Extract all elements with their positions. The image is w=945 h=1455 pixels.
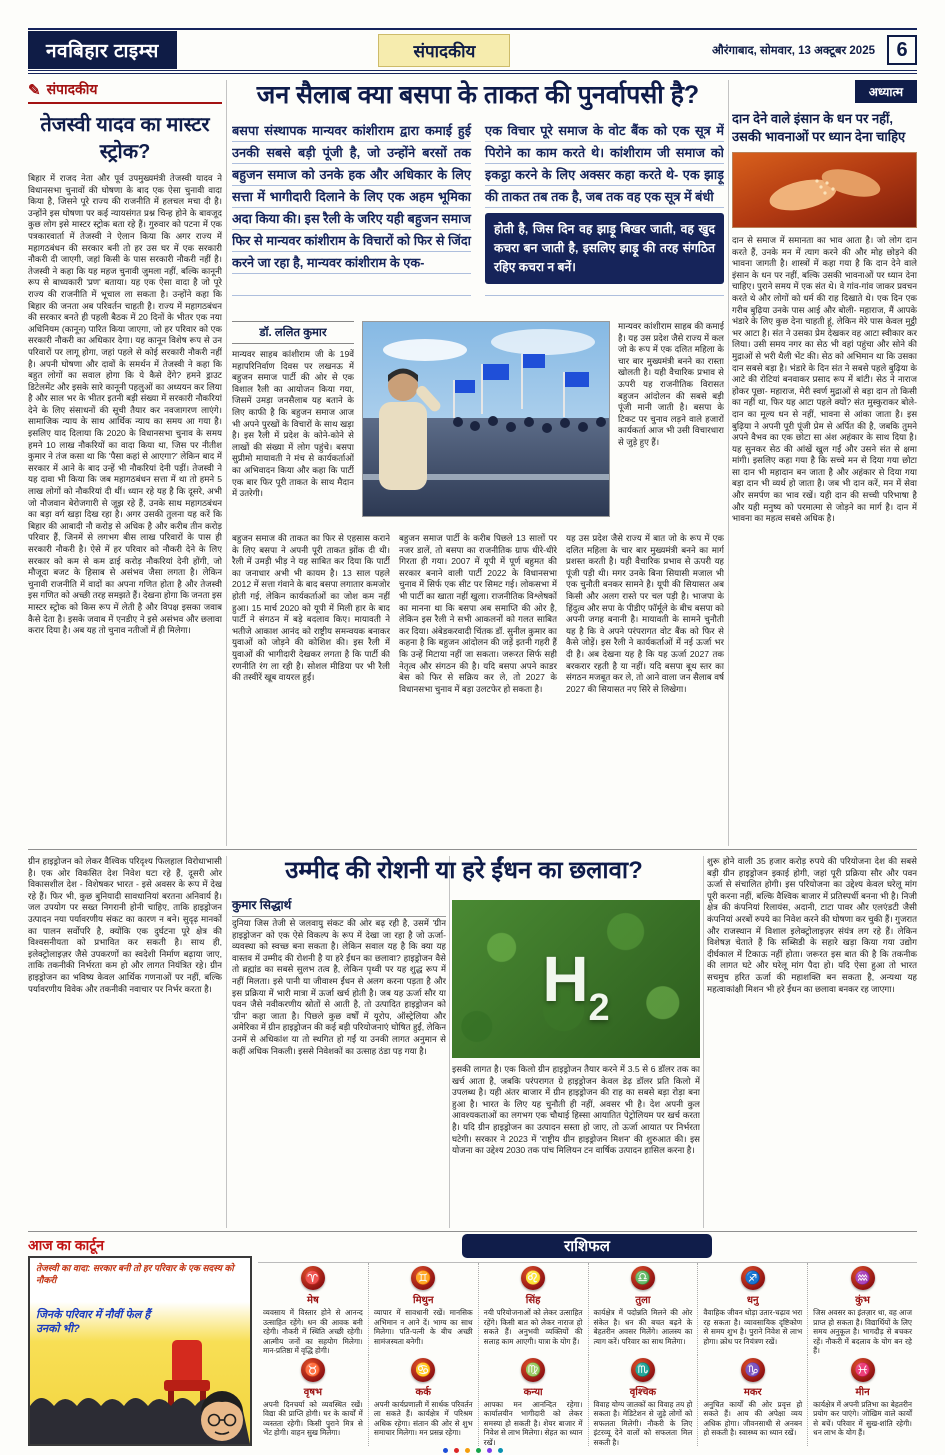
cartoon-speech: जिनके परिवार में नौवीं फेल हैं उनको भी?: [36, 1309, 151, 1335]
zodiac-icon: ♎: [631, 1266, 655, 1290]
horoscope-header: राशिफल: [462, 1234, 712, 1258]
column-rule: [728, 80, 729, 846]
hydrogen-col3-text: इसकी लागत है। एक किलो ग्रीन हाइड्रोजन तैयार करने में 3.5 से 6 डॉलर तक का खर्च आता है, जबकि परंपरागत ग्रे हाइड्रोजन केवल डेढ़ डॉलर प्रति किलो में उपलब्ध है। यही अंतर बाजार में ग्रीन हाइड्रोजन की राह का सबसे बड़ा रोड़ा बना हुआ है। भारत के लिए यह चुनौती ही नहीं, अवसर भी है। देश अपनी कुल आवश्यकताओं का लगभग एक चौथाई हिस्सा आयातित पेट्रोलियम पर खर्च करता है। यदि ग्रीन हाइड्रोजन का उत्पादन सस्ता हो जाए, तो ऊर्जा आयात पर निर्भरता घटेगी। सरकार ने 2023 में 'राष्ट्रीय ग्रीन हाइड्रोजन मिशन' की शुरुआत की। इस योजना का उद्देश्य 2030 तक पांच मिलियन टन वार्षिक उत्पादन हासिल करना है।: [452, 1064, 700, 1156]
main-col2: बहुजन समाज पार्टी के करीब पिछले 13 सालों पर नजर डालें, तो बसपा का राजनीतिक ग्राफ धीरे-धीरे गिरता ही गया। 2007 में यूपी में पूर्ण बहुमत की सरकार बनाने वाली पार्टी 2022 के विधानसभा चुनाव में सिर्फ एक सीट पर सिमट गई। लोकसभा में भी पार्टी का खाता नहीं खुला। राजनीतिक विश्लेषकों का मानना था कि बसपा अब समाप्ति की ओर है, लेकिन इस रैली ने सभी आकलनों को गलत साबित कर दिया। अंबेडकरवादी चिंतक डॉ. सुनील कुमार का कहना है कि बहुजन आंदोलन की जड़ें इतनी गहरी हैं कि उन्हें मिटाया नहीं जा सकता। जरूरत सिर्फ सही नेतृत्व और संगठन की है। यदि बसपा अपने काडर बेस को फिर से सक्रिय कर ले, तो 2027 के विधानसभा चुनाव में बड़ा उलटफेर हो सकता है।: [399, 533, 557, 694]
lede-highlight-box: होती है, जिस दिन वह झाड़ू बिखर जाती, वह खुद कचरा बन जाती है, इसलिए झाड़ू की तरह संगठित रहिए कचरा न बनें।: [485, 213, 724, 284]
zodiac-text: व्यापार में सावधानी रखें। मानसिक अभिमान न आने दें। भाग्य का साथ मिलेगा। पति-पत्नी के बीच अच्छी सामंजस्यता बनेगी।: [373, 1308, 473, 1346]
spiritual-label-row: [732, 80, 917, 103]
hydrogen-col2-text: दुनिया जिस तेजी से जलवायु संकट की ओर बढ़ रही है, उसमें 'ग्रीन हाइड्रोजन' को एक ऐसे विकल्प के रूप में देखा जा रहा है जो ऊर्जा-व्यवस्था को स्वच्छ बना सकता है। लेकिन सवाल यह है कि क्या यह वास्तव में उम्मीद की रोशनी है या हरे ईंधन का छलावा? हाइड्रोजन वैसे तो ब्रह्मांड का सबसे सुलभ तत्व है, लेकिन पृथ्वी पर यह शुद्ध रूप में नहीं मिलता। इसे पानी या जीवाश्म ईंधन से अलग करना पड़ता है और इस प्रक्रिया में भारी मात्रा में ऊर्जा खर्च होती है। जब यह ऊर्जा सौर या पवन जैसे नवीकरणीय स्रोतों से आती है, तो उत्पादित हाइड्रोजन को 'ग्रीन' कहा जाता है। पिछले कुछ वर्षों में यूरोप, ऑस्ट्रेलिया और अमेरिका में ग्रीन हाइड्रोजन की कई बड़ी परियोजनाएं घोषित हुईं, लेकिन उनमें से अधिकांश या तो स्थगित हो गईं या उनकी लागत अनुमान से कहीं अधिक निकली। इससे निवेशकों का उत्साह ठंडा पड़ गया है।: [232, 918, 446, 1056]
lede-right-text: एक विचार पूरे समाज के वोट बैंक को एक सूत्र में पिरोने का काम करते थे। कांशीराम जी समाज को इकट्ठा करने के लिए अक्सर कहा करते थे- एक झाड़ू की ताकत तब तक है, जब तक वह एक सूत्र में बंधी: [485, 123, 724, 204]
lede-left: बसपा संस्थापक मान्यवर कांशीराम द्वारा कमाई हुई उनकी सबसे बड़ी पूंजी है, जो उन्होंने बरसों तक बहुजन समाज को उनके हक और अधिकार के लिए सत्ता में भागीदारी दिलाने के लिए एक अहम भूमिका अदा किया की। इस रैली के जरिए यही बहुजन समाज फिर से मान्यवर कांशीराम के विचारों को फिर से जिंदा करने जा रहा है, मान्यवर कांशीराम के एक-: [232, 120, 471, 312]
zodiac-text: अनुचित कार्यों की ओर प्रवृत्त हो सकते हैं। आय की अपेक्षा व्यय अधिक होगा। जीवनसाथी से अनबन हो सकती है। स्वास्थ्य का ध्यान रखें।: [703, 1399, 803, 1437]
editorial-headline: तेजस्वी यादव का मास्टर स्ट्रोक?: [40, 114, 210, 163]
zodiac-name: मिथुन: [412, 1295, 434, 1306]
zodiac-text: व्यवसाय में विस्तार होने से आनन्द उत्साहित रहेंगे। धन की आवक बनी रहेगी। नौकरी में स्थिति अच्छी रहेगी। आत्मीय जनों का सहयोग मिलेगा। मान-प्रतिष्ठा में वृद्धि होगी।: [263, 1308, 363, 1355]
horoscope-cell-mithun: [368, 1263, 478, 1355]
zodiac-icon: ♋: [411, 1358, 435, 1382]
zodiac-icon: ♈: [301, 1266, 325, 1290]
hydrogen-image: [452, 900, 700, 1058]
dateline: औरंगाबाद, सोमवार, 13 अक्टूबर 2025: [712, 44, 875, 57]
zodiac-icon: ♒: [851, 1266, 875, 1290]
cartoon-art: [30, 1302, 250, 1444]
cartoon-caption: तेजस्वी का वादा: सरकार बनी तो हर परिवार के एक सदस्य को नौकरी: [36, 1263, 234, 1285]
horoscope-cell-meen: [807, 1355, 917, 1447]
hydrogen-col2: [232, 918, 446, 1228]
main-side-left: मान्यवर साहब कांशीराम जी के 19वें महापरिनिर्वाण दिवस पर लखनऊ में बहुजन समाज पार्टी की ओर से एक विशाल रैली का आयोजन किया गया, जिसमें उमड़ा जनसैलाब यह बताने के लिए काफी है कि बहुजन समाज आज भी अपने पुरखों के विचारों के साथ खड़ा है। इस रैली में प्रदेश के कोने-कोने से लाखों की संख्या में लोग पहुंचे। बसपा सुप्रीमो मायावती ने मंच से कार्यकर्ताओं का अभिवादन किया और कहा कि पार्टी एक बार फिर पूरी ताकत के साथ मैदान में उतरेगी।: [232, 349, 354, 499]
horoscope-cell-kumbh: [807, 1263, 917, 1355]
section-divider: [28, 849, 917, 850]
zodiac-icon: ♏: [631, 1358, 655, 1382]
hydrogen-col1-text: ग्रीन हाइड्रोजन को लेकर वैश्विक परिदृश्य फिलहाल विरोधाभासी है। एक ओर विकसित देश निवेश घटा रहे हैं, दूसरी ओर विकासशील देश - विशेषकर भारत - इसे अवसर के रूप में देख रहे हैं। फिर भी, कुछ बुनियादी सावधानियां बरतना अनिवार्य है। जल उपयोग पर सख्त निगरानी होनी चाहिए, ताकि हाइड्रोजन उत्पादन नया पर्यावरणीय संकट का कारण न बने। सुदृढ़ मानकों का पालन सर्वोपरि है, क्योंकि एक दुर्घटना पूरे क्षेत्र की विश्वसनीयता को प्रभावित कर सकती है। साथ ही, इलेक्ट्रोलाइज़र जैसे उपकरणों का स्वदेशी निर्माण बढ़ाया जाए, ताकि तकनीकी निर्भरता कम हो और लागत नियंत्रित रहे। ग्रीन हाइड्रोजन का भविष्य केवल आर्थिक गणनाओं पर नहीं, बल्कि पर्यावरणीय विवेक और तकनीकी नवाचार पर निर्भर करता है।: [28, 856, 222, 994]
zodiac-name: कर्क: [415, 1386, 431, 1398]
cartoon-box: [28, 1256, 252, 1446]
page-number: 6: [887, 35, 917, 65]
column-rule: [703, 856, 704, 1228]
masthead-right: [712, 35, 917, 65]
footer-dots: [0, 1448, 945, 1453]
editorial-label-text: संपादकीय: [46, 81, 98, 97]
zodiac-icon: ♓: [851, 1358, 875, 1382]
rally-photo: [362, 321, 610, 517]
main-col3: यह उस प्रदेश जैसे राज्य में बात जो के रूप में एक दलित महिला के चार बार मुख्यमंत्री बनने का मार्ग प्रशस्त करती है। यही वैचारिक प्रभाव से ऊपरी यह पूंजी पड़ी थी। मगर उनके बिना सियासी मजाल भी एक चुनौती बनकर सामने है। यूपी की सियासत अब किसी और अलग रास्ते पर चल पड़ी है। भाजपा के हिंदुत्व और सपा के पीडीए फॉर्मूले के बीच बसपा को अपनी जगह बनानी है। मायावती के सामने चुनौती यह है कि वे अपने परंपरागत वोट बैंक को फिर से कैसे जोड़ें। इस रैली ने कार्यकर्ताओं में नई ऊर्जा भर दी है। अब देखना यह है कि यह ऊर्जा 2027 तक बरकरार रहती है या नहीं। यदि बसपा बूथ स्तर का संगठन मजबूत कर ले, तो आने वाला जन सैलाब वर्ष 2027 की सियासत नए सिरे से लिखेगा।: [566, 533, 724, 694]
giving-hands-image: [732, 152, 917, 228]
spiritual-headline: दान देने वाले इंसान के धन पर नहीं, उसकी भावनाओं पर ध्यान देना चाहिए: [732, 111, 906, 144]
zodiac-text: वैवाहिक जीवन थोड़ा उतार-चढ़ाव भरा रह सकता है। व्यावसायिक दृष्टिकोण से समय शुभ है। पुराने निवेश से लाभ होगा। क्रोध पर नियंत्रण रखें।: [703, 1308, 803, 1346]
zodiac-text: नयी परियोजनाओं को लेकर उत्साहित रहेंगे। किसी बात को लेकर नाराज हो सकते हैं। अनुभवी व्यक्तियों की सलाह काम आएगी। यात्रा के योग हैं।: [483, 1308, 583, 1346]
hydrogen-image-subscript: 2: [588, 987, 610, 1029]
zodiac-name: मीन: [855, 1386, 870, 1398]
main-photo-row: [232, 321, 724, 525]
zodiac-name: मकर: [743, 1386, 762, 1398]
rally-photo-art: [363, 322, 610, 517]
horoscope-cell-mesh: [258, 1263, 368, 1355]
main-side-right: मान्यवर कांशीराम साहब की कमाई है। यह उस प्रदेश जैसे राज्य में कल जो के रूप में एक दलित महिला के चार बार मुख्यमंत्री बनने का रास्ता खोलती है। यही वैचारिक प्रभाव से ऊपरी यह राजनीतिक विरासत बहुजन आंदोलन की सबसे बड़ी पूंजी मानी जाती है। बसपा के टिकट पर चुनाव लड़ने वाले हजारों कार्यकर्ता आज भी उसी विचारधारा से जुड़े हुए हैं।: [618, 321, 724, 447]
zodiac-icon: ♉: [301, 1358, 325, 1382]
zodiac-name: वृश्चिक: [629, 1386, 657, 1398]
zodiac-icon: ♊: [411, 1266, 435, 1290]
section-divider: [28, 1231, 917, 1232]
zodiac-text: विवाह योग्य जातकों का विवाह तय हो सकता है। मेडिटेशन से जुड़े लोगों को सफलता मिलेगी। नौकरी के लिए इंटरव्यू देने वालों को सफलता मिल सकती है।: [593, 1399, 693, 1446]
hydrogen-image-label: H: [542, 943, 589, 1015]
zodiac-icon: ♑: [741, 1358, 765, 1382]
horoscope-cell-simha: [478, 1263, 588, 1355]
zodiac-icon: ♍: [521, 1358, 545, 1382]
zodiac-text: आपका मन आनन्दित रहेगा। कार्यालयीन भागीदारी को लेकर समस्या हो सकती है। शेयर बाजार में निवेश से लाभ मिलेगा। सेहत का ध्यान रखें।: [483, 1399, 583, 1446]
cartoon-label: आज का कार्टून: [28, 1237, 105, 1253]
column-rule: [226, 856, 227, 1228]
main-left-text: [232, 321, 354, 525]
hydrogen-col4: [707, 856, 917, 1228]
main-lede: [232, 120, 724, 312]
zodiac-name: कुंभ: [855, 1295, 870, 1306]
editorial-column: [28, 80, 222, 846]
main-byline: डॉ. ललित कुमार: [232, 321, 354, 344]
spiritual-column: [732, 80, 917, 846]
zodiac-icon: ♌: [521, 1266, 545, 1290]
main-headline: जन सैलाब क्या बसपा के ताकत की पुनर्वापसी है?: [256, 81, 700, 109]
horoscope-cell-tula: [588, 1263, 698, 1355]
column-rule: [226, 80, 227, 846]
zodiac-name: कन्या: [523, 1386, 543, 1398]
spiritual-body: दान से समाज में समानता का भाव आता है। जो लोग दान करते हैं, उनके मन में त्याग करने की और मोह छोड़ने की भावना जागती है। शास्त्रों में कहा गया है कि दान देने वाले इंसान के धन पर नहीं, बल्कि उसकी भावनाओं पर ध्यान देना चाहिए। पुराने समय में एक संत थे। वे गांव-गांव जाकर प्रवचन करते थे और लोगों को धर्म की राह दिखाते थे। एक दिन एक गरीब बुढ़िया उनके पास आई और बोली- महाराज, मैं आपके भंडारे के लिए कुछ देना चाहती हूं, लेकिन मेरे पास केवल मुट्ठी भर आटा है। संत ने उसका प्रेम देखकर वह आटा स्वीकार कर लिया। उसी समय नगर का सेठ भी वहां पहुंचा और सोने की मुद्राओं से भरी थैली भेंट की। सेठ को अभिमान था कि उसका दान सबसे बड़ा है। भंडारे के दिन संत ने सबसे पहले बुढ़िया के आटे की रोटियां बनवाकर प्रसाद रूप में बांटी। सेठ ने नाराज होकर पूछा- महाराज, मेरी स्वर्ण मुद्राओं से बड़ा दान तो किसी का नहीं था, फिर यह आटा पहले क्यों? संत मुस्कुराकर बोले- दान का मूल्य धन से नहीं, भावना से आंका जाता है। इस बुढ़िया ने अपनी पूरी पूंजी प्रेम से अर्पित की है, जबकि तुमने अपने वैभव का एक छोटा सा अंश अहंकार के साथ दिया है। यह सुनकर सेठ की आंखें खुल गईं और उसने संत से क्षमा मांगी। इसलिए कहा गया है कि सच्चे मन से दिया गया छोटा सा दान भी महादान बन जाता है और अहंकार से दिया गया बड़ा दान भी व्यर्थ हो जाता है। जब भी दान करें, मन में सेवा और समर्पण का भाव रखें। यही दान की सच्ची परिभाषा है और यही मनुष्य को परमात्मा से जोड़ने का मार्ग है। दान में भावना का महत्व सबसे अधिक है।: [732, 235, 917, 524]
pencil-icon: ✎: [28, 81, 41, 99]
lede-right: [485, 120, 724, 312]
horoscope-cell-dhanu: [697, 1263, 807, 1355]
column-rule: [449, 856, 450, 1228]
section-title: संपादकीय: [378, 34, 510, 67]
main-col1: बहुजन समाज की ताकत का फिर से एहसास कराने के लिए बसपा ने अपनी पूरी ताकत झोंक दी थी। रैली में उमड़ी भीड़ ने यह साबित कर दिया कि पार्टी का जनाधार अभी भी कायम है। 13 साल पहले 2012 में सत्ता गंवाने के बाद बसपा लगातार कमजोर होती गई, लेकिन कार्यकर्ताओं का जोश कम नहीं हुआ। 15 मार्च 2020 को यूपी में मिली हार के बाद पार्टी ने संगठन में बड़े बदलाव किए। मायावती ने भतीजे आकाश आनंद को राष्ट्रीय समन्वयक बनाकर युवाओं को जोड़ने की कोशिश की। इस रैली में युवाओं की भागीदारी देखकर लगता है कि पार्टी की रणनीति रंग ला रही है। सोशल मीडिया पर भी रैली की तस्वीरें खूब वायरल हुईं।: [232, 533, 390, 683]
main-right-text: [618, 321, 724, 525]
horoscope-cell-kanya: [478, 1355, 588, 1447]
zodiac-text: अपनी दिनचर्या को व्यवस्थित रखें। विद्या की प्राप्ति होगी। घर के कार्यों में व्यस्तता रहेगी। किसी पुराने मित्र से भेंट होगी। वाहन सुख मिलेगा।: [263, 1399, 363, 1437]
hydrogen-byline: कुमार सिद्धार्थ: [232, 896, 446, 917]
hydrogen-col3: [452, 1064, 700, 1228]
horoscope-cell-kark: [368, 1355, 478, 1447]
horoscope-cell-vrishabh: [258, 1355, 368, 1447]
zodiac-text: अपनी कार्यप्रणाली में सार्थक परिवर्तन ला सकते हैं। कार्यक्षेत्र में परिश्रम अधिक रहेगा। संतान की ओर से शुभ समाचार मिलेगा। मन प्रसन्न रहेगा।: [373, 1399, 473, 1437]
zodiac-name: सिंह: [525, 1295, 541, 1306]
hydrogen-col4-text: शुरू होने वाली 35 हजार करोड़ रुपये की परियोजना देश की सबसे बड़ी ग्रीन हाइड्रोजन इकाई होगी, जहां पूरी प्रक्रिया सौर और पवन ऊर्जा से संचालित होगी। इस परियोजना का उद्देश्य केवल घरेलू मांग पूरी करना नहीं, बल्कि वैश्विक बाजार में प्रतिस्पर्धी बनना भी है। निजी क्षेत्र की कंपनियां रिलायंस, अदानी, टाटा पावर और एलएंडटी जैसी कंपनियां अरबों रुपये का निवेश करने की घोषणा कर चुकी हैं। गुजरात और राजस्थान में विशाल इलेक्ट्रोलाइज़र संयंत्र लग रहे हैं। लेकिन विशेषज्ञ चेताते हैं कि सब्सिडी के सहारे खड़ा किया गया उद्योग दीर्घकाल में टिकाऊ नहीं होता। जरूरत इस बात की है कि तकनीक की लागत घटे और घरेलू मांग पैदा हो। यदि ऐसा हुआ तो भारत सचमुच हरित ऊर्जा की महाशक्ति बन सकता है, अन्यथा यह महत्वाकांक्षी मिशन भी हरे ईंधन का छलावा बनकर रह जाएगा।: [707, 856, 917, 994]
hydrogen-headline: उम्मीद की रोशनी या हरे ईंधन का छलावा?: [285, 857, 643, 884]
masthead: [28, 28, 917, 74]
horoscope-cell-vrishchik: [588, 1355, 698, 1447]
zodiac-name: तुला: [635, 1295, 651, 1306]
zodiac-name: मेष: [307, 1295, 319, 1306]
hydrogen-col1: [28, 856, 222, 1228]
zodiac-name: वृषभ: [303, 1386, 323, 1398]
paper-name: नवबिहार टाइम्स: [28, 31, 177, 69]
zodiac-name: धनु: [746, 1295, 759, 1306]
hands-art: [733, 153, 916, 227]
zodiac-text: कार्यक्षेत्र में अपनी प्रतिभा का बेहतरीन प्रयोग कर पाएंगे। जोखिम वाले कार्यों से बचें। परिवार में सुख-शांति रहेगी। धन लाभ के योग हैं।: [813, 1399, 912, 1437]
horoscope-grid: [258, 1262, 917, 1446]
editorial-label: [28, 80, 222, 104]
horoscope-cell-makar: [697, 1355, 807, 1447]
editorial-body: बिहार में राजद नेता और पूर्व उपमुख्यमंत्री तेजस्वी यादव ने विधानसभा चुनावों की घोषणा के बाद एक ऐसा चुनावी वादा किया है, जिसने पूरे राज्य की राजनीति में हलचल मचा दी है। उन्होंने इस घोषणा पर कई न्यायसंगत प्रश्न चिन्ह होने के बावजूद कुछ लोग इसे मास्टर स्ट्रोक बता रहे हैं। गुरुवार को पटना में एक पत्रकारवार्ता में तेजस्वी ने ऐलान किया कि अगर राज्य में महागठबंधन की सरकार बनी तो हर उस घर में एक सरकारी नौकरी दी जाएगी, जहां किसी के पास सरकारी नौकरी नहीं है। तेजस्वी ने कहा कि यह महज चुनावी जुमला नहीं, बल्कि कानूनी रूप से बाध्यकारी 'प्रण' बताया। यह एक ऐसा वादा है जो पूरे राज्य की राजनीति में भूचाल ला सकता है। उन्होंने कहा कि बिहार की जनता अब परिवर्तन चाहती है। राज्य में महागठबंधन की सरकार बनते ही पहली बैठक में 20 दिनों के भीतर एक नया अधिनियम (कानून) पारित किया जाएगा, जो हर परिवार को एक सरकारी नौकरी का अधिकार देगा। यह कानून विशेष रूप से उन परिवारों पर लागू होगा, जहां पहले से कोई सरकारी नौकरी नहीं है। अपनी घोषणा और दावों के समर्थन में तेजस्वी ने कहा कि बहुत लोगों का सवाल होगा कि ये कैसे देंगे? हमने ड्राउट डिटेलमेंट और इसके सारे कानूनी पहलुओं का अध्ययन कर लिया है और साल भर के भीतर इतनी बड़ी संख्या में सरकारी नौकरियां देने के लिए संसाधनों की सूची तैयार कर नवजागरण लाएंगे। सामाजिक न्याय के साथ आर्थिक न्याय का समय आ गया है। इसलिए याद दिलाया कि 2020 के विधानसभा चुनाव के समय हमने 10 लाख नौकरियों का वादा किया था, जिस पर नीतीश कुमार ने तंज कसा था कि 'पैसा कहां से आएगा?' लेकिन बाद में सरकार में आने के बाद उन्हें भी नौकरियां देनी पड़ीं। तेजस्वी ने यह दावा भी किया कि जब महागठबंधन सत्ता में था तो हमने 5 लाख लोगों को नौकरियां दी थीं। ध्यान रहे यह है कि दूसरे, अभी जो नौजवान बेरोजगारी से जूझ रहे हैं, उनके साथ महागठबंधन का बड़ा वर्ग खड़ा दिख रहा है। अगर उसकी तुलना यह करें कि बिहार की आबादी नौ करोड़ से अधिक है और करीब तीन करोड़ परिवार हैं, जिनमें से लगभग बीस लाख परिवारों के पास ही सरकारी नौकरी है। ऐसे में हर परिवार को नौकरी देने के लिए सरकार को कम से कम ढाई करोड़ नौकरियां देनी होंगी, जो मौजूदा बजट के हिसाब से असंभव जैसा लगता है। लेकिन चुनावी राजनीति में वादों का अपना गणित होता है और तेजस्वी इस गणित को अच्छी तरह समझते हैं। देखना होगा कि जनता इस मास्टर स्ट्रोक को किस रूप में लेती है और विपक्ष इसका जवाब कैसे देता है। इसके जवाब में एनडीए ने इसे असंभव और छलावा करार दिया है। अब यह तो चुनाव नतीजों में ही मिलेगा।: [28, 173, 222, 636]
main-bottom-columns: [232, 533, 724, 846]
zodiac-text: कार्यक्षेत्र में पदोन्नति मिलने की ओर संकेत है। धन की बचत बढ़ने के बेहतरीन अवसर मिलेंगे। आलस्य का त्याग करें। परिवार का साथ मिलेगा।: [593, 1308, 693, 1346]
zodiac-icon: ♐: [741, 1266, 765, 1290]
spiritual-label: अध्यात्म: [855, 80, 917, 103]
zodiac-text: जिस अवसर का इंतज़ार था, वह आज प्राप्त हो सकता है। विद्यार्थियों के लिए समय अनुकूल है। भागदौड़ से बचकर रहें। नौकरी में बदलाव के योग बन रहे हैं।: [813, 1308, 912, 1355]
main-article: [232, 80, 724, 846]
